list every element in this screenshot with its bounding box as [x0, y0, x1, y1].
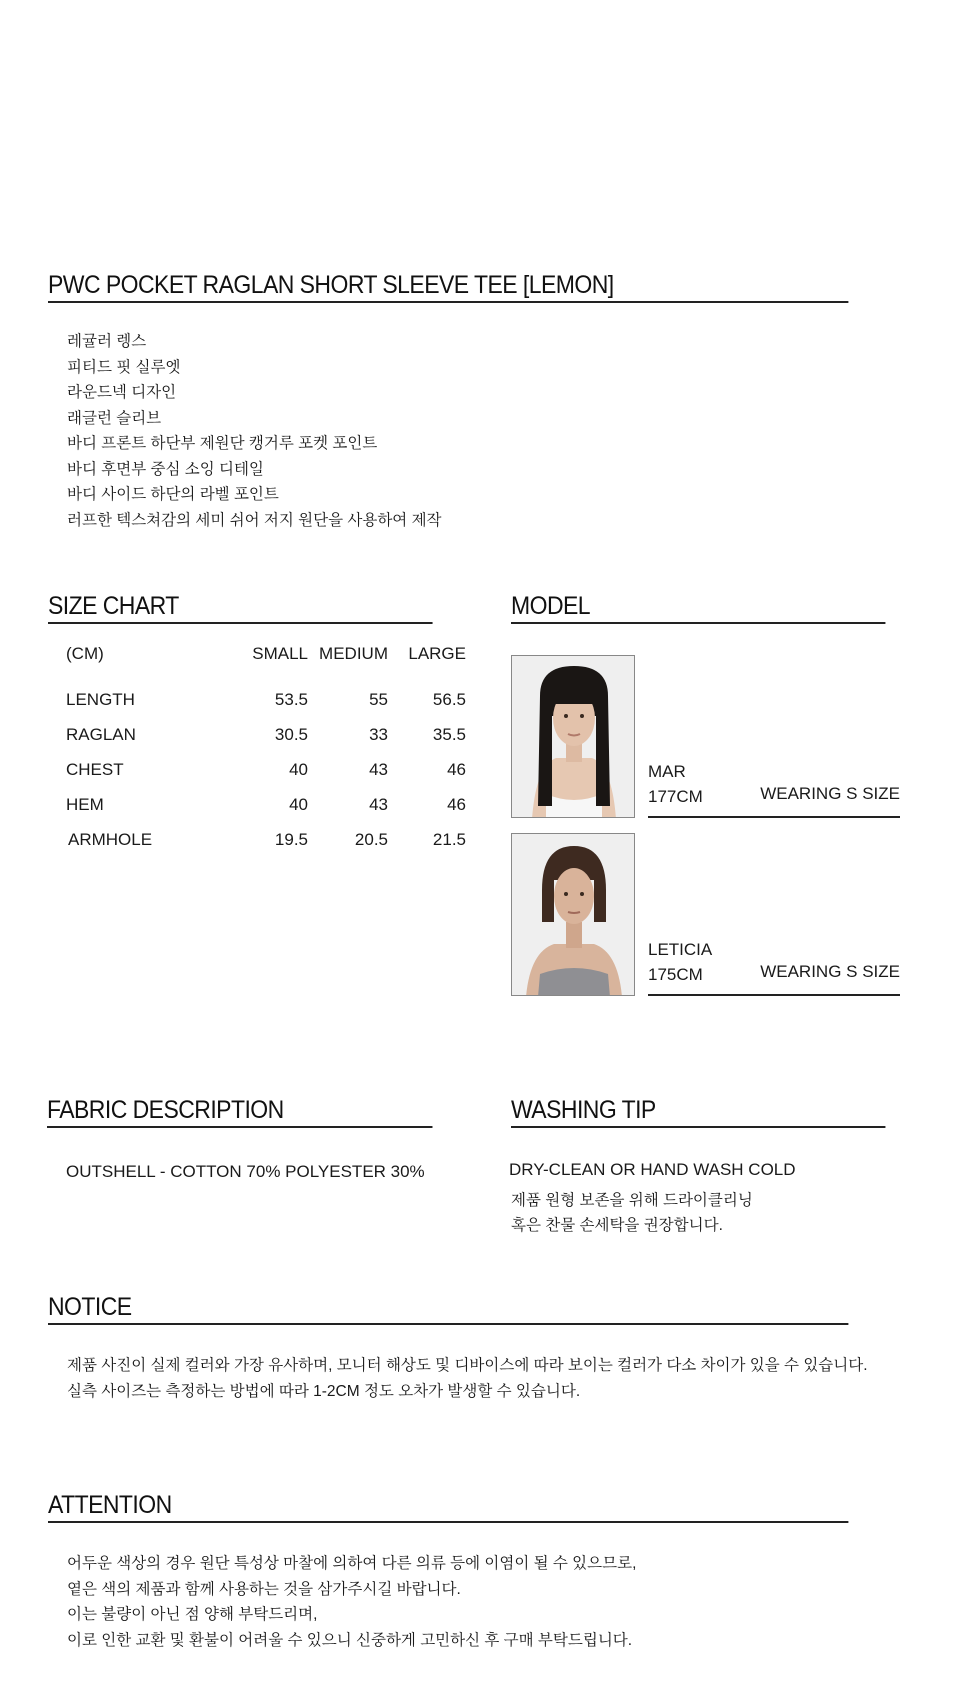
cell-small: 19.5: [274, 830, 308, 849]
washing-text-ko-1: 제품 원형 보존을 위해 드라이클리닝: [511, 1192, 753, 1209]
feature-item: 래글런 슬리브: [67, 409, 162, 427]
feature-item: 피티드 핏 실루엣: [67, 358, 181, 376]
model-portrait-icon: [512, 656, 635, 818]
attention-text: [67, 1551, 636, 1653]
cell-large: 21.5: [432, 830, 466, 849]
size-table-header: [66, 644, 466, 690]
row-label: CHEST: [66, 760, 124, 779]
model-photo-mar: [511, 655, 635, 818]
model-name: MAR: [648, 762, 686, 781]
notice-line: 제품 사진이 실제 컬러와 가장 유사하며, 모니터 해상도 및 디바이스에 따라 보이는 컬러가 다소 차이가 있을 수 있습니다.: [67, 1357, 868, 1374]
cell-small: 40: [289, 760, 308, 779]
table-row: [66, 795, 466, 830]
cell-large: 46: [447, 795, 466, 814]
size-col-large: LARGE: [408, 644, 466, 663]
feature-item: 러프한 텍스쳐감의 세미 쉬어 저지 원단을 사용하여 제작: [67, 511, 442, 529]
feature-item: 라운드넥 디자인: [67, 384, 177, 401]
product-title: PWC POCKET RAGLAN SHORT SLEEVE TEE [LEMON]: [48, 270, 848, 303]
feature-item: 바디 후면부 중심 소잉 디테일: [67, 460, 264, 478]
row-label: HEM: [66, 795, 104, 814]
model-portrait-icon: [512, 834, 635, 996]
notice-text: [67, 1353, 868, 1404]
feature-item: 레귤러 렝스: [67, 333, 147, 350]
model-wearing-size: WEARING S SIZE: [760, 784, 900, 803]
cell-medium: 20.5: [354, 830, 388, 849]
feature-list: [67, 329, 442, 533]
model-photo-leticia: [511, 833, 635, 996]
model-wearing-size: WEARING S SIZE: [760, 962, 900, 981]
model-info-leticia: [648, 940, 900, 996]
attention-heading: ATTENTION: [48, 1490, 848, 1523]
size-unit: (CM): [66, 644, 104, 663]
notice-heading: NOTICE: [48, 1292, 848, 1325]
size-chart-heading: SIZE CHART: [48, 591, 433, 624]
cell-small: 40: [289, 795, 308, 814]
cell-large: 56.5: [432, 690, 466, 709]
model-height: 177CM: [648, 787, 703, 806]
cell-medium: 33: [369, 725, 388, 744]
washing-heading: WASHING TIP: [511, 1095, 885, 1128]
table-row: [66, 760, 466, 795]
table-row: [66, 830, 466, 865]
cell-medium: 43: [369, 760, 388, 779]
size-table: [66, 644, 466, 865]
fabric-text: OUTSHELL - COTTON 70% POLYESTER 30%: [66, 1162, 425, 1181]
attention-line: 이는 불량이 아닌 점 양해 부탁드리며,: [67, 1606, 318, 1623]
row-label: RAGLAN: [66, 725, 136, 744]
feature-item: 바디 사이드 하단의 라벨 포인트: [67, 486, 279, 503]
model-height: 175CM: [648, 965, 703, 984]
cell-small: 53.5: [274, 690, 308, 709]
cell-large: 46: [447, 760, 466, 779]
row-label: ARMHOLE: [68, 830, 153, 849]
table-row: [66, 725, 466, 760]
feature-item: 바디 프론트 하단부 제원단 캥거루 포켓 포인트: [67, 435, 378, 452]
attention-line: 어두운 색상의 경우 원단 특성상 마찰에 의하여 다른 의류 등에 이염이 될 수 있으므로,: [67, 1555, 637, 1572]
fabric-heading: FABRIC DESCRIPTION: [47, 1095, 432, 1128]
cell-medium: 43: [369, 795, 388, 814]
row-label: LENGTH: [66, 690, 135, 709]
size-col-small: SMALL: [252, 644, 308, 663]
cell-medium: 55: [369, 690, 388, 709]
washing-text-en: DRY-CLEAN OR HAND WASH COLD: [509, 1160, 796, 1179]
model-name: LETICIA: [648, 940, 713, 959]
cell-large: 35.5: [432, 725, 466, 744]
table-row: [66, 690, 466, 725]
size-col-medium: MEDIUM: [319, 644, 388, 663]
washing-text-ko-2: 혹은 찬물 손세탁을 권장합니다.: [511, 1217, 723, 1234]
model-info-mar: [648, 762, 900, 818]
attention-line: 이로 인한 교환 및 환불이 어려울 수 있으니 신중하게 고민하신 후 구매 부탁드립니다.: [67, 1631, 633, 1649]
cell-small: 30.5: [274, 725, 308, 744]
model-heading: MODEL: [511, 591, 885, 624]
attention-line: 옅은 색의 제품과 함께 사용하는 것을 삼가주시길 바랍니다.: [67, 1580, 461, 1598]
notice-line: 실측 사이즈는 측정하는 방법에 따라 1-2CM 정도 오차가 발생할 수 있습니다.: [67, 1382, 581, 1400]
